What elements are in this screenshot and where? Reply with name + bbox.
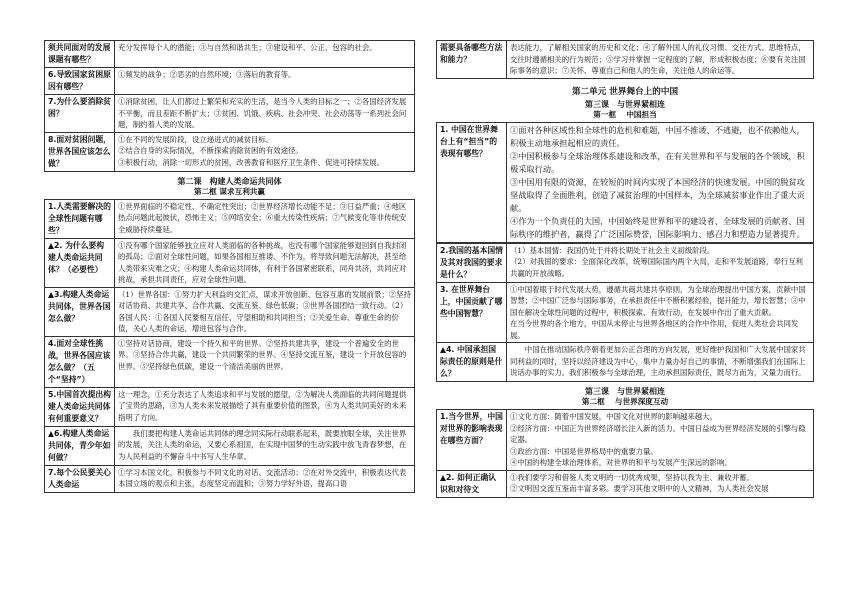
question-cell: ▲2. 如何正确认识和对待文: [437, 470, 507, 497]
answer-line: ①中国着眼于时代发展大势，遵循共商共建共享原则，为全球治理提出中国方案，贡献中国智慧；②中国广泛参与国际事务，在承担责任中不断积累经验，提升能力，增长智慧；③中国在解决全球性问题的过程中，积极探索、有效行动，在发展中作出了重大贡献。: [510, 284, 806, 317]
qa-table-right-middle: [436, 122, 814, 243]
answer-line: （1）基本国情：我国仍处于并将长期处于社会主义初级阶段。: [510, 245, 715, 255]
question-cell: 2.我国的基本国情及其对我国的要求是什么？: [437, 243, 507, 282]
question-cell: 7.每个公民要关心人类命运: [45, 465, 115, 492]
section-heading: 第二框 与世界深度互动: [581, 397, 669, 406]
table-row: [45, 68, 415, 95]
question-cell: 8.面对贫困问题，世界各国应该怎么做？: [45, 132, 115, 171]
answer-cell: [115, 199, 415, 238]
table-row: [437, 410, 814, 471]
answer-line: ①面对各种区域性和全球性的危机和难题，中国不推诿、不逃避，也不依赖他人，积极主动地承担起相应的责任。: [510, 124, 805, 148]
qa-table-right-top: [436, 40, 814, 79]
question-cell: 需要具备哪些方法和能力？: [437, 41, 507, 79]
answer-cell: [115, 336, 415, 387]
answer-cell: [115, 95, 415, 133]
answer-line: ③中国用有限的资源，在较短的时间内实现了本国经济的快速发展。中国的脱贫攻坚战取得了全面胜利，创造了减贫治理的中国样本，为全球减贫事业作出了重大贡献。: [510, 176, 805, 213]
table-row: [45, 465, 415, 492]
answer-line: （1）世界各国：①努力扩大利益的交汇点，谋求开放创新、包容互惠的发展前景；②坚持对话协商、共建共享、合作共赢、交流互鉴、绿色低碳；③世界各国团结一致行动。（2）各国人民：①各国人民要相互信任、守望相助和共同担当；②关爱生命、尊重生命的价值，关心人类的命运，增进包容与合作。: [118, 289, 411, 333]
question-cell: 3. 在世界舞台上，中国贡献了哪些中国智慧？: [437, 282, 507, 343]
table-row: [437, 282, 814, 343]
answer-cell: [507, 410, 814, 471]
question-cell: 1. 中国在世界舞台上有“担当”的表现有哪些？: [437, 122, 507, 242]
question-cell: 1.人类需要解决的全球性问题有哪些？: [45, 199, 115, 238]
answer-cell: [507, 122, 814, 242]
table-row: [45, 287, 415, 336]
answer-cell: [507, 243, 814, 282]
answer-line: ④中国的构建全球治理体系，对世界的和平与发展产生深远的影响。: [510, 458, 732, 467]
answer-line: ①坚持对话协商，建设一个持久和平的世界。②坚持共建共享，建设一个普遍安全的世界。③坚持合作共赢，建设一个共同繁荣的世界。④坚持交流互鉴，建设一个开放包容的世界。⑤坚持绿色低碳，建设一个清洁美丽的世界。: [118, 338, 407, 371]
answer-line: ④作为一个负责任的大国，中国始终是世界和平的建设者、全球发展的贡献者、国际秩序的维护者，赢得了广泛国际赞誉，国际影响力、感召力和塑造力显著提升。: [510, 215, 805, 239]
answer-line: ②文明因交流互鉴而丰富多彩。要学习其他文明中的人文精神，为人类社会发展: [510, 484, 769, 493]
qa-table-left-top: [44, 40, 415, 172]
table-row: [437, 41, 814, 79]
answer-cell: [507, 41, 814, 79]
question-cell: ▲6.构建人类命运共同体，青少年如何做？: [45, 426, 115, 465]
table-row: [437, 470, 814, 497]
section-heading: 第二框 谋求互利共赢: [194, 186, 265, 196]
qa-table-left-bottom: [44, 199, 415, 493]
right-column: [436, 40, 814, 498]
answer-cell: [115, 41, 415, 68]
section-heading: 第一框 中国担当: [593, 109, 657, 119]
question-cell: ▲3.构建人类命运共同体，世界各国怎么做？: [45, 287, 115, 336]
question-cell: ▲4. 中国承担国际责任的原则是什么？: [437, 343, 507, 382]
answer-cell: [507, 282, 814, 343]
answer-line: 在当今世界的各个地方，中国从未停止与世界各地区的合作中作用，促进人类社会共同发展。: [510, 319, 799, 340]
qa-table-right-bottom: [436, 409, 814, 498]
table-row: [437, 122, 814, 242]
answer-line: 中国在推动国际秩序朝着更加公正合理的方向发展，更好维护我国和广大发展中国家共同利益的同时，坚持以经济建设为中心，集中力量办好自己的事情，不断增强我们在国际上说话办事的实力。我们积极参与全球治理，主动承担国际责任，既尽力而为，又量力而行。: [510, 345, 806, 377]
answer-line: ①世界面临的不稳定性、不确定性突出；②世界经济增长动能不足；③日益严重；④地区热点问题此起彼伏，恐怖主义；⑤网络安全；⑥重大传染性疾病；⑦气候变化等非传统安全威胁持续蔓延。: [118, 201, 407, 234]
answer-cell: [115, 238, 415, 287]
answer-line: ③积极行动，消除一切形式的贫困，改善教育和医疗卫生条件、促进可持续发展。: [118, 157, 385, 167]
answer-cell: [115, 132, 415, 171]
table-row: [45, 336, 415, 387]
answer-line: ②中国积极参与全球治理体系建设和改革，在有关世界和平与发展的各个领域，积极采取行动。: [510, 150, 805, 174]
table-row: [45, 426, 415, 465]
question-cell: 1.当今世界，中国对世界的影响表现在哪些方面？: [437, 410, 507, 471]
answer-line: ①文化方面：随着中国发展，中国文化对世界的影响越来越大。: [510, 412, 717, 421]
table-row: [45, 387, 415, 426]
table-row: [45, 41, 415, 68]
question-cell: 6.导致国家贫困原因有哪些？: [45, 68, 115, 95]
answer-line: ②经济方面：中国正为世界经济增长注入新的活力。中国日益成为世界经济发展的引擎与稳定器。: [510, 423, 806, 444]
answer-cell: [507, 470, 814, 497]
table-row: [437, 243, 814, 282]
unit-heading: 第二单元 世界舞台上的中国: [571, 86, 679, 97]
answer-cell: [115, 68, 415, 95]
lesson-heading: 第三课 与世界紧相连: [585, 98, 665, 109]
qa-table-right-middle-2: [436, 243, 814, 383]
table-row: [45, 132, 415, 171]
answer-line: ①在不同的发展阶段，设立递进式的减贫目标。: [118, 134, 274, 144]
answer-cell: [115, 426, 415, 465]
question-cell: 7.为什么要消除贫困？: [45, 95, 115, 133]
answer-line: ①频发的战争；②恶劣的自然环境；③落后的教育等。: [118, 70, 296, 79]
answer-line: 表达能力，了解相关国家的历史和文化；④了解外国人的礼仪习惯、交往方式、思维特点，交往时遵循相关的行为规范；⑤学习并掌握一定程度的了解，形成积极态度；⑥要有关注国际事务的意识；⑦关怀、尊重自己和他人的生命，关注他人的命运等。: [510, 43, 806, 75]
answer-line: 这一理念，①充分表达了人类追求和平与发展的愿望，②为解决人类面临的共同问题提供了宝贵的思路，③为人类未来发展描绘了具有重要价值的图景，④为人类共同美好的未来指明了方向。: [118, 389, 407, 422]
answer-line: ①我们要学习和借鉴人类文明的一切优秀成果，坚持以我为主、兼收并蓄。: [510, 472, 754, 482]
lesson-heading: 第二课 构建人类命运共同体: [177, 175, 282, 186]
answer-cell: [115, 387, 415, 426]
answer-line: ①消除贫困，让人们都过上繁荣和充实的生活，是当今人类的目标之一；②各国经济发展不平衡，而且差距不断扩大；③贫困、饥饿、疾病、社会冲突、社会动荡等一系列社会问题，制约着人类的发展。: [118, 97, 407, 129]
table-row: [45, 199, 415, 238]
question-cell: 须共同面对的发展课题有哪些？: [45, 41, 115, 68]
answer-line: ①没有哪个国家能够独立应对人类面临的各种挑战，也没有哪个国家能够退回到自我封闭的孤岛；②面对全球性问题，如果各国相互推诿、不作为，将导致问题无法解决，甚至给人类带来灾难之灾；④构建人类命运共同体，有利于各国紧密联系，同舟共济，共同应对挑战，承担共同责任，应对全球性问题。: [118, 240, 407, 284]
answer-line: ②结合自身的实际情况，不断探索消除贫困的有效途径。: [118, 146, 303, 155]
left-column: [44, 40, 415, 493]
table-row: [437, 343, 814, 382]
answer-line: ①学习本国文化，积极参与不同文化的对话、交流活动；②在对外交流中，积极表达代表本国立场的观点和主张，态度坚定而温和；③努力学好外语，提高口语: [118, 467, 407, 488]
answer-line: 我们要把构建人类命运共同体的理念同实际行动联系起来，既要放眼全球，关注世界的发展，关注人类的命运，又要心系祖国，在实现中国梦的生动实践中放飞青春梦想，在为人民利益的不懈奋斗中书写人生华章。: [118, 428, 407, 461]
question-cell: 4.面对全球性挑战，世界各国应该怎么做？（五个“坚持”）: [45, 336, 115, 387]
table-row: [45, 238, 415, 287]
question-cell: ▲2. 为什么要构建人类命运共同体？（必要性）: [45, 238, 115, 287]
lesson-heading: 第三课 与世界紧相连: [585, 386, 665, 396]
answer-line: ③政治方面：中国是世界格局中的重要力量。: [510, 446, 658, 456]
answer-line: 充分发挥每个人的潜能；③与自然和谐共生；③建设和平、公正、包容的社会。: [118, 43, 377, 52]
question-cell: 5.中国首次提出构建人类命运共同体有何重要意义？: [45, 387, 115, 426]
answer-cell: [115, 465, 415, 492]
answer-line: （2）对我国的要求：全面深化改革，统筹国际国内两个大局，走和平发展道路，奉行互利共赢的开放战略。: [510, 257, 803, 278]
table-row: [45, 95, 415, 133]
answer-cell: [507, 343, 814, 382]
answer-cell: [115, 287, 415, 336]
